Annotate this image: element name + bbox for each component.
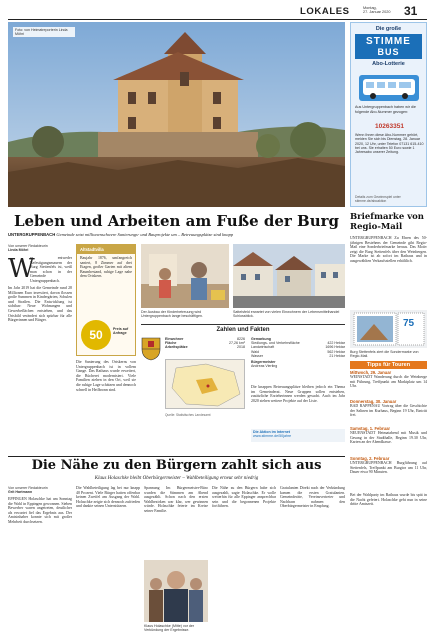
tips-day: Samstag, 1. Februar — [350, 426, 391, 431]
facts-mayor: Andreas Vierling — [251, 364, 278, 369]
second-text-col5: Gratulanten Direkt nach der Verkündung kamen die ersten Gratulanten. Gemeinderäte, Vereinsvertreter und Nachbarn nahmen den Oberbürgermeister in Empfang. — [280, 486, 345, 509]
facts-value: 422 Hektar — [327, 341, 345, 346]
tips-day: Donnerstag, 30. Januar — [350, 399, 397, 404]
lead-text-col3: Die knappen Betreuungsplätze bleiben jedoch ein Thema im Gemeinderat. Neue Gruppen sollen entstehen, zusätzliche Erzieherinnen werden gesucht. Auch im Jahr 2020 stehen weitere Projekte auf der Liste. — [251, 385, 345, 403]
ad-body: Wenn Ihnen diese Abo-Nummer gehört, melden Sie sich bis Dienstag, 28. Januar 2020, 12 Uhr, unter Telefon 07131 615-410 bei uns. Sie erhalten 50 Euro sowie 1 Jahresabo unserer Zeitung. — [355, 133, 424, 155]
ad-intro: Aus Untergruppenbach haben wir die folgende Abo-Nummer gezogen: — [355, 105, 416, 114]
facts-label: Arbeitsplätze — [165, 345, 188, 350]
issue-date — [363, 6, 390, 15]
lead-photo — [8, 22, 345, 207]
tips-title: Tipps für Touren — [366, 362, 411, 368]
lead-subline-wrap — [8, 232, 345, 238]
lead-text-col1: Im Jahr 2019 hat die Gemeinde rund 28 Millionen Euro investiert, davon flossen große Summen in Kindergärten, Schulen und Straßen. Die Entwicklung ist sichtbar: Neue Wohnungen und Gewerbeflächen entstehen, und das Ortsbild verändert sich spürbar für alle Bürgerinnen und Bürger. — [8, 286, 72, 323]
facts-label: Fläche — [165, 341, 177, 346]
second-text-col6: Bei der Wahlparty im Rathaus wurde bis spät in die Nacht gefeiert. Holaschke geht nun in seine dritte Amtszeit. — [350, 493, 427, 507]
lead-text-col2: Die Sanierung des Ortskerns von Untergruppenbach ist in vollem Gange. Das Rathaus wurde erweitert, die Bücherei modernisiert. Viele Familien ziehen in den Ort, weil sie die ruhige Lage schätzen und dennoch schnell in Heilbronn sind. — [76, 360, 136, 392]
issue-date-text: 27. Januar 2020 — [363, 10, 391, 15]
ad-number: 10263351 — [375, 123, 404, 130]
facts-label: Gemarkung — [251, 337, 271, 341]
abo-lottery-ad — [350, 22, 427, 207]
stamp-text: UNTERGRUPPENBACH Zu Ehren des 50-jährigen Bestehens der Gemeinde gibt Regio-Mail eine Sonderbriefmarke heraus. Das Motiv zeigt die Burg Stettenfels über den Weinbergen. Die Marke ist ab sofort im Rathaus und in ausgewählten Verkaufsstellen erhältlich. — [350, 236, 427, 263]
ad-brand-band — [355, 34, 422, 59]
mayor-caption: Klaus Holaschke (Mitte) vor der Verkündung der Ergebnisse. — [144, 624, 195, 633]
digital-label: Die Aktion im Internet — [253, 430, 291, 434]
issue-day: Montag, — [363, 6, 377, 10]
tips-list — [350, 370, 427, 453]
stamp-headline: Briefmarke von Regio-Mail — [350, 212, 424, 232]
castle-landscape-image — [8, 22, 345, 207]
stamp-image — [350, 310, 427, 348]
facts-list-left — [165, 337, 245, 350]
facts-value: 562 Hektar — [327, 349, 345, 354]
bus-image — [359, 75, 419, 101]
facts-list-right — [251, 337, 345, 368]
street-photo — [233, 244, 345, 308]
second-byline-name: Grit Hartmann — [8, 490, 33, 495]
location-map — [165, 359, 245, 409]
kindergarten-photo — [141, 244, 229, 308]
facts-row — [165, 345, 245, 349]
second-text-col1: EPPINGEN Holaschke hat am Sonntag die Wahl in Eppingen gewonnen. Sieben Bewerber waren angetreten, deutlicher als erwartet fiel das Ergebnis aus. Der Amtsinhaber konnte sich mit großer Mehrheit durchsetzen. — [8, 497, 72, 524]
mayor-image — [144, 560, 208, 622]
lead-byline-name: Linda Möhri — [8, 248, 29, 253]
ad-subtitle: Abo-Lotterie — [372, 61, 405, 67]
tips-day: Mittwoch, 29. Januar — [350, 370, 392, 375]
facts-value: 2018 — [237, 345, 245, 350]
digital-box — [251, 429, 345, 442]
facts-box — [141, 324, 345, 444]
facts-source: Quelle: Statistisches Landesamt — [165, 413, 211, 417]
lead-subline: Gemeinde setzt millionenschwere Sanierungs- und Bauprojekte um – Betreuungsplätze sind knapp — [56, 232, 234, 237]
bus-icon — [359, 75, 419, 101]
ad-title-1: Die große — [375, 26, 402, 32]
second-byline — [8, 486, 72, 494]
tips-header — [350, 361, 427, 369]
facts-row — [251, 354, 345, 358]
stamp-value: 75 — [403, 318, 415, 329]
header-rule — [8, 19, 427, 20]
section-rule — [8, 456, 345, 457]
second-text-col4: Die Nähe zu den Bürgern habe sich ausgezahlt, sagte Holaschke. Er wolle weiterhin für alle Eppinger ansprechbar sein und die begonnenen Projekte fortführen. — [212, 486, 276, 509]
stamp-caption: Burg Stettenfels ziert die Sondermarke von Regio-Mail. — [350, 350, 419, 359]
coat-of-arms-icon — [141, 337, 161, 361]
tips-day: Sonntag, 2. Februar — [350, 456, 390, 461]
digital-url[interactable]: www.stimme.de/50jahre — [253, 434, 292, 439]
lead-kicker: UNTERGRUPPENBACH — [8, 232, 56, 237]
location-map-image — [166, 360, 246, 410]
facts-label: Einwohner — [165, 337, 184, 341]
lead-byline — [8, 244, 72, 252]
tips-text: BAD RAPPENAU Vortrag über die Geschichte der Salinen im Kurhaus, Beginn 19 Uhr, Eintritt frei. — [350, 404, 427, 418]
photo-credit: Foto: von Heimatreporterin Linda Möhri — [15, 28, 68, 37]
mayor-photo — [144, 560, 208, 622]
drop-cap: W — [8, 254, 35, 284]
anniversary-badge-number: 50 — [89, 328, 103, 342]
page-number: 31 — [404, 4, 418, 18]
facts-value: 8226 — [237, 337, 245, 341]
ad-note: Details zum Gewinnspiel unter stimme.de/aboaktion — [355, 195, 401, 203]
facts-label: Siedlungs- und Verkehrsfläche — [251, 341, 300, 346]
facts-label: Landwirtschaft — [251, 345, 275, 350]
facts-value: 27,26 km² — [229, 341, 245, 346]
second-byline-role: Von unserer Redakteurin — [8, 486, 48, 490]
property-box — [76, 244, 136, 356]
facts-value: 21 Hektar — [329, 353, 345, 358]
facts-title: Zahlen und Fakten — [216, 327, 270, 333]
facts-mayor-label: Bürgermeister — [251, 360, 276, 365]
ad-title-2: STIMME — [366, 36, 411, 47]
photo-caption-box — [13, 27, 75, 37]
tips-text: NEUENSTADT Heimatabend mit Musik und Gesang in der Stadthalle, Beginn 19.30 Uhr, Karten an der Abendkasse. — [350, 431, 427, 445]
property-box-text: Baujahr 1876, umfangreich saniert, 8 Zimmer auf drei Etagen, großer Garten mit altem Baumbestand, ruhige Lage nahe dem Ortskern. — [80, 256, 132, 279]
lead-headline: Leben und Arbeiten am Fuße der Burg — [13, 212, 340, 230]
second-subline: Klaus Holaschke bleibt Oberbürgermeister – Wahlbeteiligung erneut sehr niedrig — [94, 476, 259, 481]
second-text-col2: Die Wahlbeteiligung lag bei nur knapp 40 Prozent. Viele Bürger hatten offenbar keinen Zweifel am Ausgang der Wahl. Holaschke zeigte sich dennoch zufrieden und dankte seinen Unterstützern. — [76, 486, 140, 509]
tips-text: UNTERGRUPPENBACH Burgführung auf Stettenfels, Treffpunkt am Burgtor um 11 Uhr, Dauer etwa 90 Minuten. — [350, 461, 427, 475]
coat-of-arms — [141, 337, 161, 361]
lead-text-intro: er entweder Befestigungsmauern der Burg Stettenfels ist, weiß man schon in der Gemeinde Untergruppenbach. — [30, 256, 72, 283]
lead-byline-role: Von unserer Redakteurin — [8, 244, 48, 248]
facts-label: Wald — [251, 349, 260, 354]
second-headline: Die Nähe zu den Bürgern zahlt sich aus — [31, 458, 322, 473]
facts-label: Wasser — [251, 353, 264, 358]
tips-list-continued — [350, 456, 427, 633]
kindergarten-image — [141, 244, 229, 308]
street-image — [233, 244, 345, 308]
second-text-col3: Spannung Im Bürgermeister-Büro wurden die Stimmen am Abend ausgezählt. Schon nach den ersten Wahlbezirken war klar, wer gewinnen würde. Holaschke feierte im Kreise seiner Familie. — [144, 486, 208, 513]
property-box-title: Altstadtvilla — [77, 245, 135, 254]
street-caption: Sattelsfeld erwartet von vielen Einwohnern der Lebensmittelhandel Schlossblick. — [233, 310, 340, 319]
ad-title-3: BUS — [377, 47, 400, 57]
property-price: Preis auf Anfrage — [113, 327, 129, 336]
section-title: LOKALES — [300, 6, 350, 17]
kindergarten-caption: Der Ausbau der Kinderbetreuung wird Untergruppenbach lange beschäftigen. — [141, 310, 203, 319]
stamp-picture — [350, 310, 427, 348]
tips-text: WEINSTADT Wanderung durch die Weinberge mit Führung, Treffpunkt am Marktplatz um 14 Uhr. — [350, 375, 427, 389]
anniversary-badge — [81, 320, 111, 350]
facts-value: 1696 Hektar — [325, 345, 345, 350]
